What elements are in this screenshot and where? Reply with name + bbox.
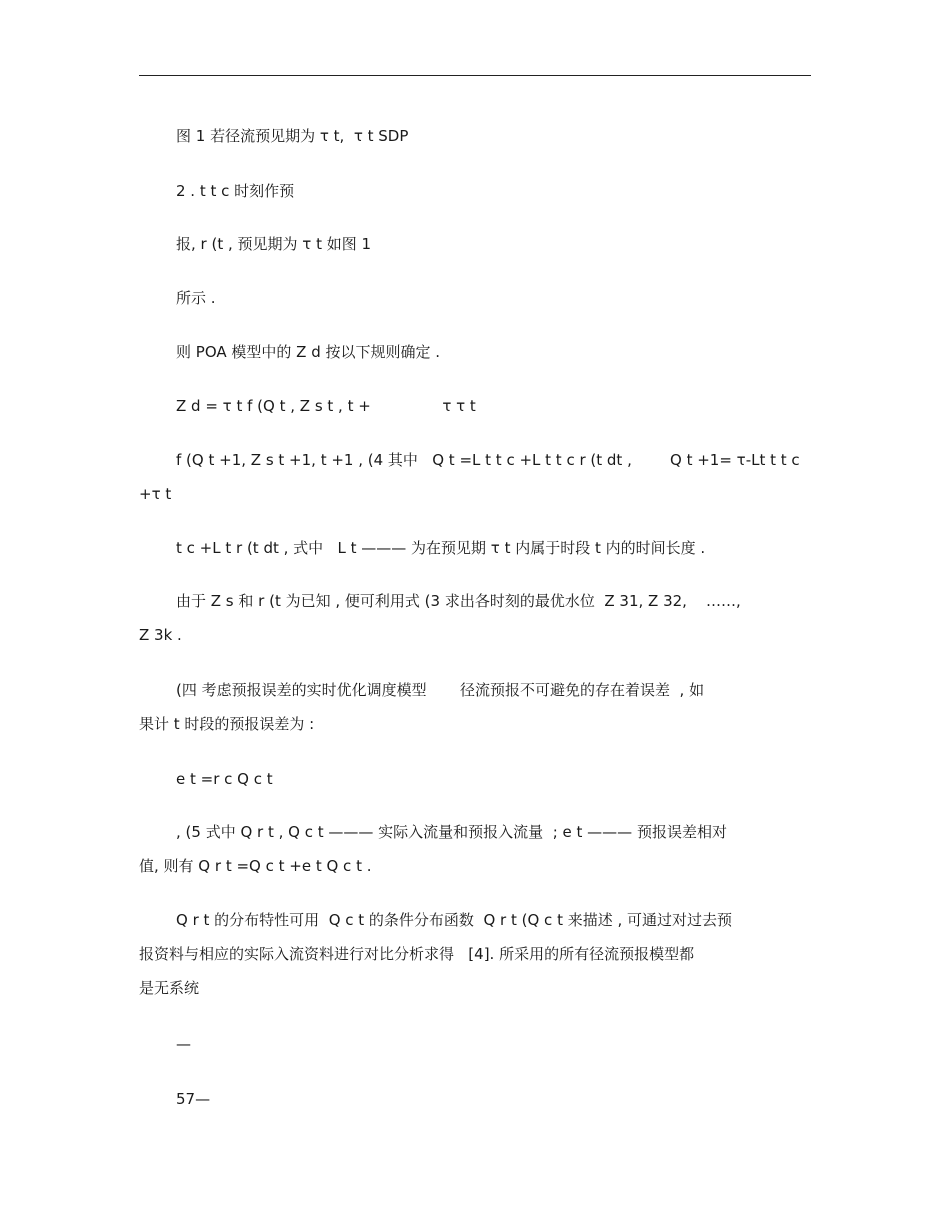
- dash-line: —: [176, 1035, 191, 1053]
- text-line: 是无系统: [139, 979, 200, 997]
- text-line: Z 3k .: [139, 626, 182, 644]
- text-line: 2 . t t c 时刻作预: [176, 182, 295, 200]
- text-line: , (5 式中 Q r t , Q c t ——— 实际入流量和预报入流量 ; e t ——— 预报误差相对: [176, 823, 727, 841]
- text-line: 则 POA 模型中的 Z d 按以下规则确定 .: [176, 343, 441, 361]
- formula-continuation: +τ t: [139, 485, 172, 503]
- text-line: 报, r (t , 预见期为 τ t 如图 1: [176, 235, 372, 253]
- section-heading-line: (四 考虑预报误差的实时优化调度模型 径流预报不可避免的存在着误差 , 如: [176, 681, 705, 699]
- text-line: 值, 则有 Q r t =Q c t +e t Q c t .: [139, 857, 372, 875]
- figure-caption-line: 图 1 若径流预见期为 τ t, τ t SDP: [176, 127, 409, 145]
- page-number: 57—: [176, 1090, 211, 1108]
- formula-line: e t =r c Q c t: [176, 770, 273, 788]
- text-line: 果计 t 时段的预报误差为 :: [139, 715, 315, 733]
- header-rule: [139, 75, 811, 76]
- formula-line: f (Q t +1, Z s t +1, t +1 , (4 其中 Q t =L t t c +L t t c r (t dt , Q t +1= τ-Lt t t c: [176, 451, 800, 469]
- formula-line: Z d = τ t f (Q t , Z s t , t + τ τ t: [176, 397, 476, 415]
- text-line: 所示 .: [176, 289, 216, 307]
- text-line: Q r t 的分布特性可用 Q c t 的条件分布函数 Q r t (Q c t 来描述 , 可通过对过去预: [176, 911, 733, 929]
- text-line: 由于 Z s 和 r (t 为已知 , 便可利用式 (3 求出各时刻的最优水位 Z 31, Z 32, ……,: [176, 592, 741, 610]
- text-line: 报资料与相应的实际入流资料进行对比分析求得 [4]. 所采用的所有径流预报模型都: [139, 945, 695, 963]
- text-line: t c +L t r (t dt , 式中 L t ——— 为在预见期 τ t 内属于时段 t 内的时间长度 .: [176, 539, 706, 557]
